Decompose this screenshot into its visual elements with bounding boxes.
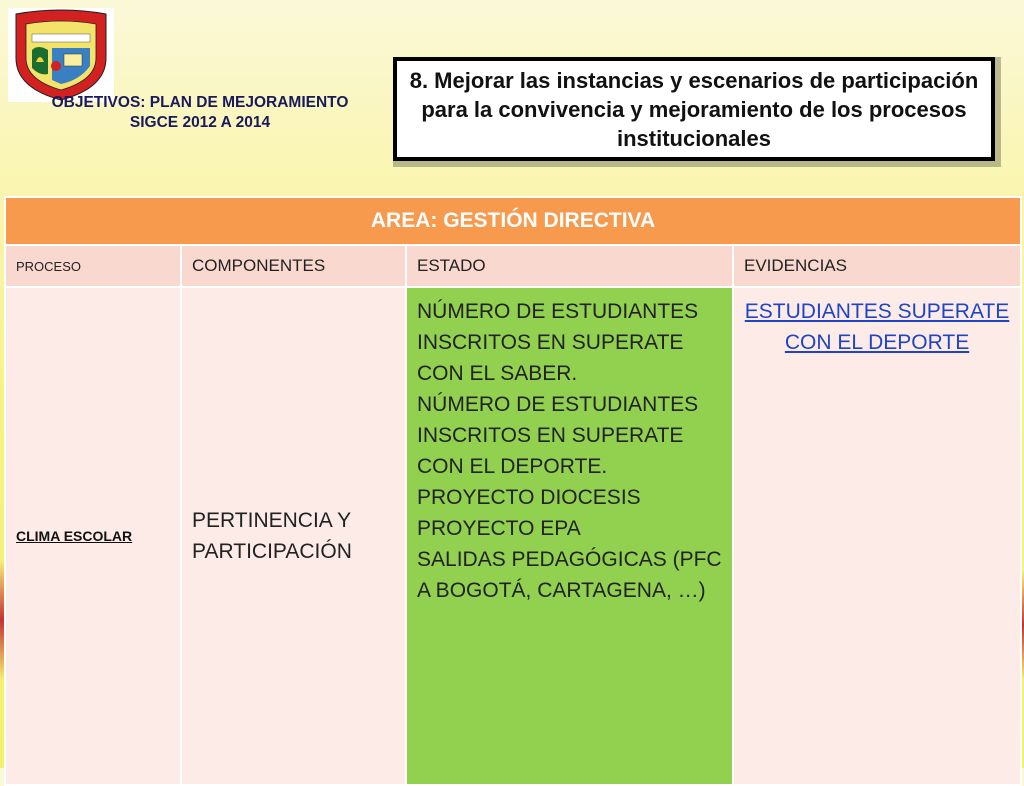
column-header-componentes: COMPONENTES xyxy=(181,245,406,287)
estado-item: SALIDAS PEDAGÓGICAS (PFC A BOGOTÁ, CARTAGENA, …) xyxy=(417,548,722,602)
goal-statement-box xyxy=(393,57,995,161)
column-header-estado: ESTADO xyxy=(406,245,733,287)
goal-statement: 8. Mejorar las instancias y escenarios de participación para la convivencia y mejoramiento de los procesos institucionales xyxy=(409,67,979,151)
area-header: AREA: GESTIÓN DIRECTIVA xyxy=(5,197,1021,245)
column-header-proceso: PROCESO xyxy=(5,245,181,287)
proceso-cell xyxy=(5,287,181,785)
school-logo xyxy=(8,8,114,102)
estado-item: PROYECTO DIOCESIS xyxy=(417,486,641,509)
evidencias-cell xyxy=(733,287,1021,785)
estado-item: NÚMERO DE ESTUDIANTES INSCRITOS EN SUPERATE CON EL DEPORTE. xyxy=(417,393,699,478)
estado-item: PROYECTO EPA xyxy=(417,517,581,540)
table-row xyxy=(5,287,1021,785)
componente-label: PERTINENCIA Y PARTICIPACIÓN xyxy=(192,509,352,563)
evidence-link[interactable]: ESTUDIANTES SUPERATE CON EL DEPORTE xyxy=(744,300,1010,354)
management-table xyxy=(4,196,1022,786)
objectives-title: OBJETIVOS: PLAN DE MEJORAMIENTO SIGCE 2012 A 2014 xyxy=(51,94,349,131)
proceso-label: CLIMA ESCOLAR xyxy=(16,528,133,544)
componente-cell xyxy=(181,287,406,785)
shield-emblem-icon xyxy=(8,8,114,102)
estado-item: NÚMERO DE ESTUDIANTES INSCRITOS EN SUPERATE CON EL SABER. xyxy=(417,300,699,385)
estado-cell xyxy=(406,287,733,785)
column-header-evidencias: EVIDENCIAS xyxy=(733,245,1021,287)
